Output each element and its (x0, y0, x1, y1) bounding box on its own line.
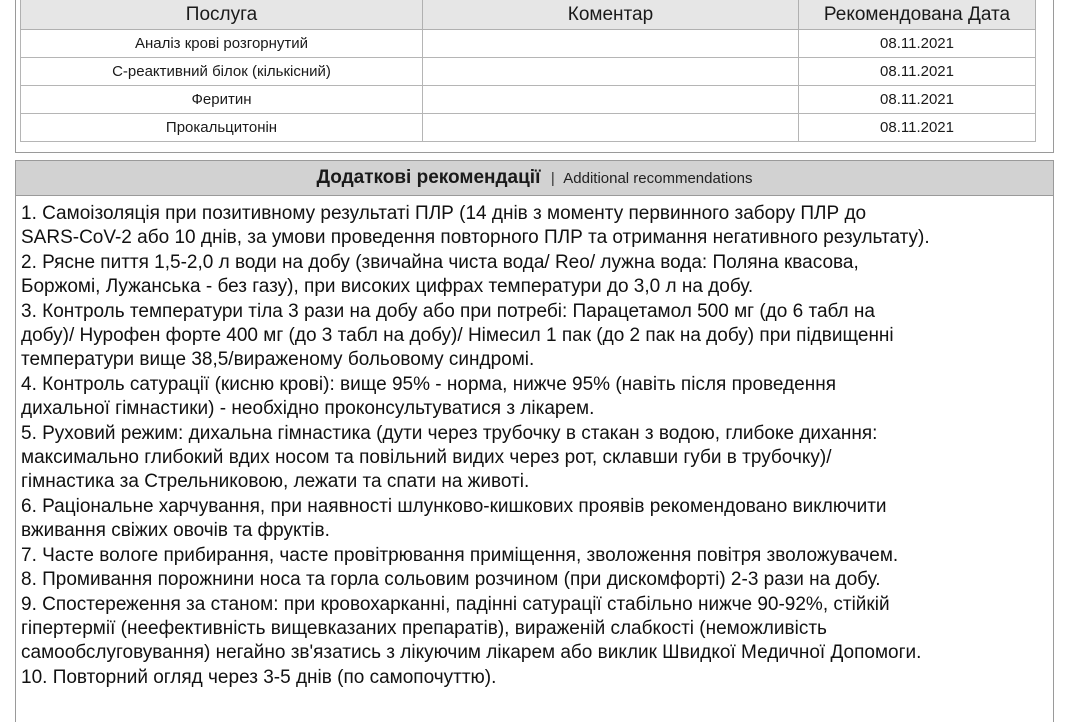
table-row (21, 114, 1036, 142)
date-cell: 08.11.2021 (799, 30, 1036, 58)
comment-cell (423, 114, 799, 142)
title-separator: | (550, 170, 555, 187)
service-name-cell: Прокальцитонін (21, 114, 423, 142)
recommendation-line: гіпертермії (неефективність вищевказаних препаратів), вираженій слабкості (неможливість (21, 617, 827, 639)
recommendations-section (15, 160, 1054, 722)
service-name-cell: Аналіз крові розгорнутий (21, 30, 423, 58)
recommendations-subtitle: Additional recommendations (563, 170, 753, 187)
recommendation-line: Боржомі, Лужанська - без газу), при високих цифрах температури до 3,0 л на добу. (21, 276, 754, 298)
recommendation-line: 2. Рясне пиття 1,5-2,0 л води на добу (звичайна чиста вода/ Reo/ лужна вода: Поляна квасова, (21, 251, 859, 273)
recommendation-line: самообслуговування) негайно зв'язатись з лікуючим лікарем або виклик Швидкої Медичної Допомоги. (21, 642, 922, 664)
comment-cell (423, 30, 799, 58)
recommendation-line: 6. Раціональне харчування, при наявності шлунково-кишкових проявів рекомендовано виключити (21, 495, 887, 517)
recommendations-body (16, 196, 1053, 690)
table-row (21, 58, 1036, 86)
recommendation-line: максимально глибокий вдих носом та повільний видих через рот, склавши губи в трубочку)/ (21, 447, 832, 469)
header-comment: Коментар (423, 0, 799, 30)
services-table (20, 0, 1036, 142)
recommendation-line: температури вище 38,5/вираженому больовому синдромі. (21, 349, 535, 371)
date-cell: 08.11.2021 (799, 58, 1036, 86)
recommendation-line: SARS-CoV-2 або 10 днів, за умови проведення повторного ПЛР та отримання негативного результату). (21, 227, 930, 249)
recommendation-line: 4. Контроль сатурації (кисню крові): вище 95% - норма, нижче 95% (навіть після проведення (21, 373, 836, 395)
recommendation-line: добу)/ Нурофен форте 400 мг (до 3 табл на добу)/ Німесил 1 пак (до 2 пак на добу) при підвищенні (21, 325, 894, 347)
recommendation-line: дихальної гімнастики) - необхідно проконсультуватися з лікарем. (21, 398, 595, 420)
date-cell: 08.11.2021 (799, 114, 1036, 142)
comment-cell (423, 86, 799, 114)
recommendation-line: 5. Руховий режим: дихальна гімнастика (дути через трубочку в стакан з водою, глибоке дихання: (21, 422, 878, 444)
recommendation-line: вживання свіжих овочів та фруктів. (21, 520, 330, 542)
recommendation-line: 1. Самоізоляція при позитивному результаті ПЛР (14 днів з моменту первинного забору ПЛР до (21, 203, 867, 224)
table-row (21, 30, 1036, 58)
date-cell: 08.11.2021 (799, 86, 1036, 114)
recommendation-line: 9. Спостереження за станом: при кровохарканні, падінні сатурації стабільно нижче 90-92%, стійкій (21, 593, 890, 615)
services-table-header-row (21, 0, 1036, 30)
recommendation-line: 8. Промивання порожнини носа та горла сольовим розчином (при дискомфорті) 2-3 рази на добу. (21, 569, 881, 591)
recommendations-title: Додаткові рекомендації (316, 167, 541, 188)
service-name-cell: С-реактивний білок (кількісний) (21, 58, 423, 86)
header-recommended-date: Рекомендована Дата (799, 0, 1036, 30)
recommendation-line: 7. Часте вологе прибирання, часте провітрювання приміщення, зволоження повітря зволожувачем. (21, 544, 899, 566)
recommendation-line: гімнастика за Стрельниковою, лежати та спати на животі. (21, 471, 530, 493)
header-service: Послуга (21, 0, 423, 30)
table-row (21, 86, 1036, 114)
recommendation-line: 3. Контроль температури тіла 3 рази на добу або при потребі: Парацетамол 500 мг (до 6 табл на (21, 300, 875, 322)
recommendations-header (16, 161, 1053, 196)
service-name-cell: Феритин (21, 86, 423, 114)
comment-cell (423, 58, 799, 86)
recommendation-line: 10. Повторний огляд через 3-5 днів (по самопочуттю). (21, 666, 497, 688)
